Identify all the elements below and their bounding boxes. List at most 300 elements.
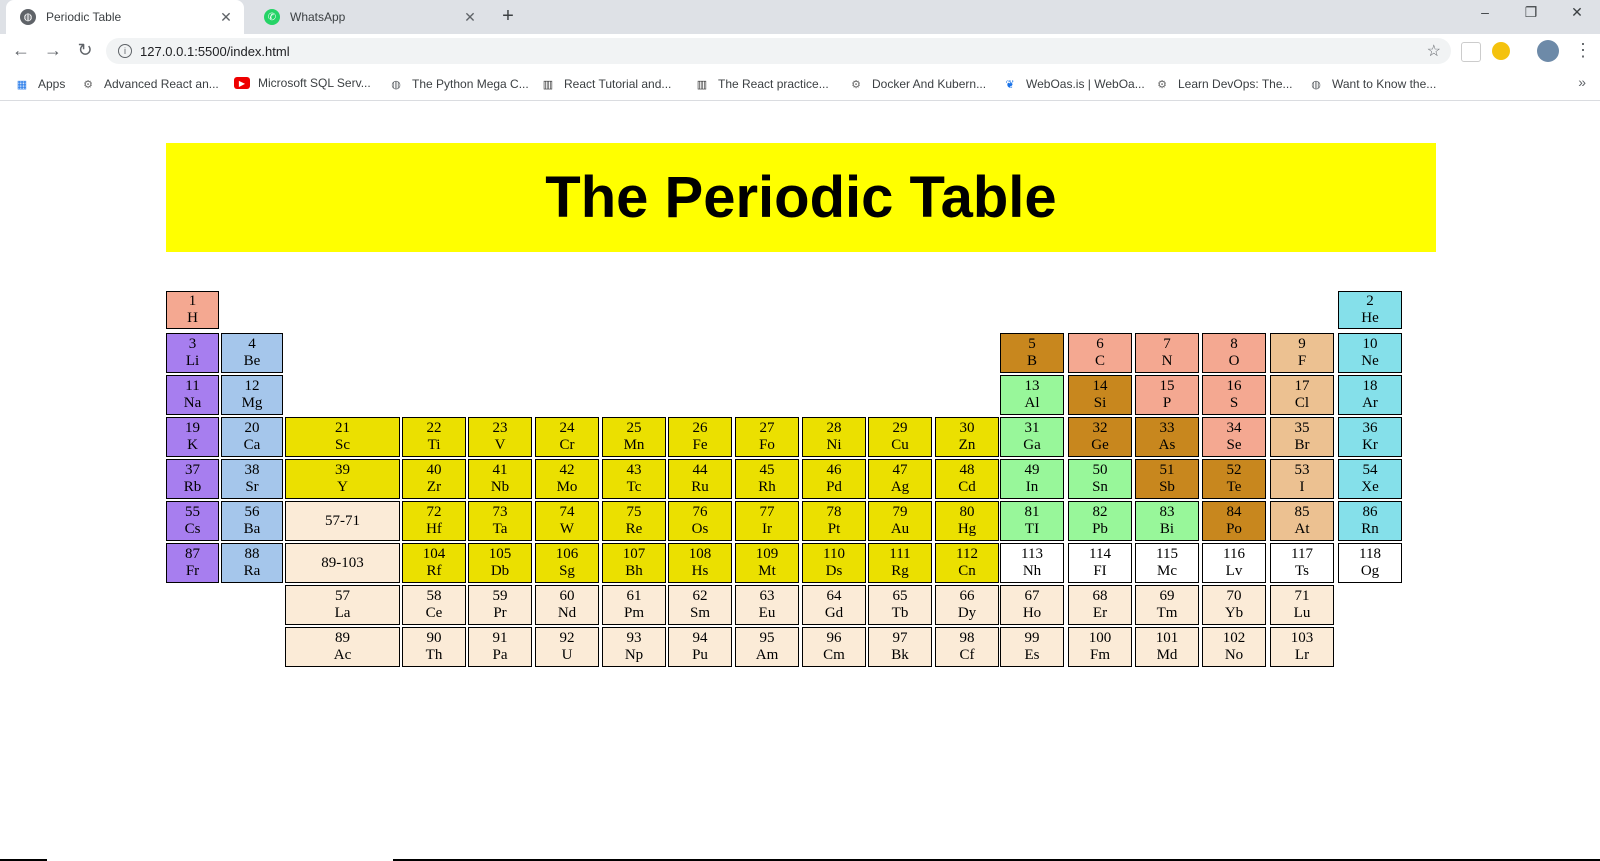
element-symbol: Pa	[492, 647, 508, 663]
atomic-number: 5	[1028, 336, 1036, 352]
element-cell-xe	[1338, 459, 1402, 499]
element-cell-cf	[935, 627, 999, 667]
close-tab-icon[interactable]: ✕	[220, 8, 232, 25]
element-cell-ti	[1000, 501, 1064, 541]
element-symbol: Pu	[692, 647, 708, 663]
element-symbol: Ds	[825, 563, 843, 579]
element-cell-rb	[166, 459, 219, 499]
element-symbol: V	[494, 437, 506, 453]
element-cell-sc	[285, 417, 400, 457]
element-cell-ru	[668, 459, 732, 499]
element-cell-nb	[468, 459, 532, 499]
reload-icon[interactable]: ↻	[77, 40, 93, 60]
element-cell-cm	[802, 627, 866, 667]
bookmark-item[interactable]	[694, 76, 829, 92]
element-cell-as	[1135, 417, 1199, 457]
element-symbol: Yb	[1224, 605, 1244, 621]
element-symbol: Sr	[245, 479, 259, 495]
atomic-number: 40	[426, 462, 442, 478]
atomic-number: 105	[488, 546, 512, 562]
minimize-button[interactable]: –	[1481, 4, 1489, 20]
element-symbol: At	[1294, 521, 1310, 537]
title-banner	[166, 143, 1436, 252]
element-cell-al	[1000, 375, 1064, 415]
element-cell-db	[468, 543, 532, 583]
element-cell-ca	[221, 417, 283, 457]
element-symbol: O	[1228, 353, 1240, 369]
tab-whatsapp[interactable]	[250, 0, 488, 34]
element-cell-mg	[221, 375, 283, 415]
atomic-number: 111	[889, 546, 911, 562]
atomic-number: 25	[626, 420, 642, 436]
element-cell-p	[1135, 375, 1199, 415]
element-symbol: Mc	[1157, 563, 1177, 579]
atomic-number: 103	[1290, 630, 1314, 646]
atomic-number: 4	[248, 336, 256, 352]
atomic-number: 8	[1230, 336, 1238, 352]
element-cell-pt	[802, 501, 866, 541]
atomic-number: 93	[626, 630, 642, 646]
element-symbol: Cu	[891, 437, 909, 453]
element-symbol: Sg	[559, 563, 575, 579]
bookmark-item[interactable]	[540, 76, 671, 92]
atomic-number: 34	[1226, 420, 1242, 436]
element-symbol: Db	[490, 563, 510, 579]
element-cell-be	[221, 333, 283, 373]
element-symbol: Ti	[427, 437, 441, 453]
element-symbol: Ce	[425, 605, 443, 621]
element-symbol: Rb	[183, 479, 202, 495]
element-symbol: F	[1297, 353, 1307, 369]
element-cell-sb	[1135, 459, 1199, 499]
element-symbol: Br	[1294, 437, 1310, 453]
element-cell-lr	[1270, 627, 1334, 667]
element-symbol: Ra	[243, 563, 261, 579]
element-cell-hf	[402, 501, 466, 541]
element-cell-cl	[1270, 375, 1334, 415]
forward-arrow-icon[interactable]: →	[44, 40, 62, 60]
element-symbol: As	[1158, 437, 1176, 453]
element-cell-na	[166, 375, 219, 415]
atomic-number: 13	[1024, 378, 1040, 394]
element-symbol: Ni	[826, 437, 842, 453]
element-cell-n	[1135, 333, 1199, 373]
element-cell-au	[868, 501, 932, 541]
element-cell-c	[1068, 333, 1132, 373]
atomic-number: 30	[959, 420, 975, 436]
extension-icon[interactable]	[1461, 42, 1481, 62]
element-symbol: Gd	[824, 605, 844, 621]
atomic-number: 118	[1359, 546, 1381, 562]
globe-icon: ◍	[391, 78, 401, 91]
element-symbol: Li	[185, 353, 200, 369]
element-symbol: Rn	[1361, 521, 1379, 537]
address-bar[interactable]	[106, 38, 1451, 64]
element-cell-ti	[402, 417, 466, 457]
close-tab-icon[interactable]: ✕	[464, 8, 476, 25]
element-cell-i	[1270, 459, 1334, 499]
element-symbol: Eu	[758, 605, 776, 621]
element-symbol: Cd	[958, 479, 976, 495]
atomic-number: 23	[492, 420, 508, 436]
element-cell-es	[1000, 627, 1064, 667]
element-symbol: Np	[624, 647, 644, 663]
element-cell-w	[535, 501, 599, 541]
bookmark-item[interactable]	[848, 76, 986, 92]
bookmark-item[interactable]	[234, 76, 371, 90]
element-symbol: Y	[337, 479, 348, 495]
element-symbol: Cr	[559, 437, 575, 453]
atomic-number: 7	[1163, 336, 1171, 352]
atomic-number: 100	[1088, 630, 1112, 646]
element-symbol: Ag	[890, 479, 910, 495]
atomic-number: 22	[426, 420, 442, 436]
element-symbol: Po	[1226, 521, 1242, 537]
element-cell-tc	[602, 459, 666, 499]
atomic-number: 56	[244, 504, 260, 520]
atomic-number: 92	[559, 630, 575, 646]
element-cell-np	[602, 627, 666, 667]
periodic-table	[166, 291, 1433, 681]
element-cell-pu	[668, 627, 732, 667]
element-symbol: TI	[1024, 521, 1040, 537]
udemy-icon: ⚙	[851, 78, 861, 91]
atomic-number: 36	[1362, 420, 1378, 436]
element-symbol: He	[1361, 310, 1379, 326]
menu-kebab-icon[interactable]: ⋮	[1574, 40, 1592, 60]
element-cell-la	[285, 585, 400, 625]
atomic-number: 47	[892, 462, 908, 478]
element-symbol: Ge	[1091, 437, 1109, 453]
element-symbol: Fr	[185, 563, 200, 579]
bookmarks-overflow-button[interactable]: »	[1578, 74, 1586, 90]
element-cell-hs	[668, 543, 732, 583]
element-cell-k	[166, 417, 219, 457]
element-symbol: Pb	[1092, 521, 1108, 537]
address-text: 127.0.0.1:5500/index.html	[140, 43, 290, 59]
atomic-number: 12	[244, 378, 260, 394]
atomic-number: 59	[492, 588, 508, 604]
atomic-number: 66	[959, 588, 975, 604]
atomic-number: 10	[1362, 336, 1378, 352]
element-cell-hg	[935, 501, 999, 541]
element-symbol: Ca	[243, 437, 261, 453]
atomic-number: 9	[1298, 336, 1306, 352]
bookmark-item[interactable]	[80, 76, 219, 92]
atomic-number: 75	[626, 504, 642, 520]
element-cell-at	[1270, 501, 1334, 541]
element-cell-fr	[166, 543, 219, 583]
atomic-number: 50	[1092, 462, 1108, 478]
element-symbol: Cm	[823, 647, 845, 663]
tab-title: Periodic Table	[46, 10, 122, 24]
atomic-number: 57	[335, 588, 350, 604]
element-symbol: Ho	[1022, 605, 1042, 621]
atomic-number: 84	[1226, 504, 1242, 520]
element-symbol: P	[1162, 395, 1172, 411]
bookmarks-bar	[0, 68, 1600, 101]
bookmark-item[interactable]	[1154, 76, 1293, 92]
atomic-number: 2	[1366, 293, 1374, 309]
restore-button[interactable]: ❐	[1524, 4, 1538, 20]
element-cell-bk	[868, 627, 932, 667]
element-cell-si	[1068, 375, 1132, 415]
element-symbol: Cn	[958, 563, 976, 579]
atomic-number: 14	[1092, 378, 1108, 394]
atomic-number: 69	[1159, 588, 1175, 604]
element-cell-yb	[1202, 585, 1266, 625]
element-range-cell	[285, 501, 400, 541]
atomic-number: 72	[426, 504, 442, 520]
element-cell-ag	[868, 459, 932, 499]
element-cell-eu	[735, 585, 799, 625]
element-cell-lv	[1202, 543, 1266, 583]
element-symbol: Ir	[762, 521, 772, 537]
profile-avatar-icon[interactable]	[1537, 40, 1559, 62]
atomic-number: 15	[1159, 378, 1175, 394]
element-cell-mc	[1135, 543, 1199, 583]
element-cell-pa	[468, 627, 532, 667]
element-cell-o	[1202, 333, 1266, 373]
element-symbol: Pt	[827, 521, 841, 537]
bookmark-label: Advanced React an...	[104, 77, 219, 91]
atomic-number: 44	[692, 462, 708, 478]
element-cell-tb	[868, 585, 932, 625]
element-symbol: Si	[1093, 395, 1107, 411]
element-cell-rf	[402, 543, 466, 583]
element-symbol: I	[1299, 479, 1305, 495]
atomic-number: 39	[335, 462, 350, 478]
element-cell-ta	[468, 501, 532, 541]
element-symbol: Sb	[1159, 479, 1175, 495]
bookmark-apps[interactable]	[14, 76, 65, 92]
element-cell-cn	[935, 543, 999, 583]
element-cell-fe	[668, 417, 732, 457]
element-symbol: Hg	[957, 521, 977, 537]
atomic-number: 108	[688, 546, 712, 562]
element-cell-fi	[1068, 543, 1132, 583]
element-cell-ni	[802, 417, 866, 457]
atomic-number: 55	[185, 504, 200, 520]
element-symbol: Tb	[891, 605, 909, 621]
element-symbol: Ru	[691, 479, 709, 495]
element-cell-he	[1338, 291, 1402, 329]
element-symbol: Lv	[1225, 563, 1243, 579]
atomic-number: 62	[692, 588, 708, 604]
element-symbol: No	[1224, 647, 1244, 663]
atomic-number: 37	[185, 462, 200, 478]
bookmark-label: WebOas.is | WebOa...	[1026, 77, 1145, 91]
weboasis-icon: ❦	[1005, 78, 1015, 91]
element-symbol: Ta	[492, 521, 508, 537]
atomic-number: 45	[759, 462, 775, 478]
atomic-number: 16	[1226, 378, 1242, 394]
atomic-number: 1	[188, 293, 197, 309]
atomic-number: 24	[559, 420, 575, 436]
atomic-number: 71	[1294, 588, 1310, 604]
element-cell-os	[668, 501, 732, 541]
element-symbol: Fe	[692, 437, 708, 453]
atomic-number: 98	[959, 630, 975, 646]
bookmark-item[interactable]	[1308, 76, 1436, 92]
atomic-number: 53	[1294, 462, 1310, 478]
element-symbol: Sn	[1092, 479, 1108, 495]
apps-grid-icon: ▦	[16, 78, 28, 91]
info-icon[interactable]: i	[118, 44, 132, 58]
atomic-number: 17	[1294, 378, 1310, 394]
element-cell-cu	[868, 417, 932, 457]
element-range-cell	[285, 543, 400, 583]
element-symbol: N	[1161, 353, 1173, 369]
element-symbol: Rh	[758, 479, 776, 495]
browser-toolbar	[0, 34, 1600, 68]
atomic-number: 64	[826, 588, 842, 604]
atomic-number: 86	[1362, 504, 1378, 520]
atomic-number: 6	[1096, 336, 1104, 352]
element-symbol: Rg	[891, 563, 909, 579]
atomic-number: 114	[1089, 546, 1111, 562]
element-symbol: Ne	[1361, 353, 1379, 369]
bookmark-label: Want to Know the...	[1332, 77, 1437, 91]
element-cell-th	[402, 627, 466, 667]
element-cell-ac	[285, 627, 400, 667]
element-cell-og	[1338, 543, 1402, 583]
bookmark-label: Docker And Kubern...	[872, 77, 987, 91]
atomic-number: 54	[1362, 462, 1378, 478]
atomic-number: 26	[692, 420, 708, 436]
element-cell-nh	[1000, 543, 1064, 583]
tab-periodic-table[interactable]	[6, 0, 244, 34]
element-symbol: H	[187, 310, 198, 326]
element-cell-cs	[166, 501, 219, 541]
element-cell-ra	[221, 543, 283, 583]
element-cell-cr	[535, 417, 599, 457]
bookmark-label: Microsoft SQL Serv...	[258, 76, 371, 90]
element-symbol: Hs	[691, 563, 709, 579]
bookmark-item[interactable]	[1002, 76, 1145, 92]
element-symbol: Hf	[426, 521, 442, 537]
element-symbol: Es	[1024, 647, 1040, 663]
atomic-number: 68	[1092, 588, 1108, 604]
element-symbol: Au	[890, 521, 910, 537]
back-arrow-icon[interactable]: ←	[12, 40, 30, 60]
element-symbol: Bk	[891, 647, 909, 663]
atomic-number: 90	[426, 630, 442, 646]
new-tab-button[interactable]: +	[502, 5, 514, 27]
atomic-number: 41	[492, 462, 508, 478]
element-symbol: Xe	[1361, 479, 1379, 495]
element-cell-mo	[535, 459, 599, 499]
element-symbol: S	[1229, 395, 1239, 411]
element-cell-te	[1202, 459, 1266, 499]
atomic-number: 38	[244, 462, 260, 478]
element-cell-fm	[1068, 627, 1132, 667]
book-icon: ▥	[696, 78, 708, 91]
page-title: The Periodic Table	[545, 165, 1057, 230]
element-symbol: Nh	[1022, 563, 1042, 579]
atomic-number: 101	[1155, 630, 1179, 646]
atomic-number: 46	[826, 462, 842, 478]
close-window-button[interactable]: ✕	[1571, 4, 1583, 20]
element-symbol: Ac	[333, 647, 352, 663]
element-symbol: Kr	[1362, 437, 1378, 453]
atomic-number: 3	[188, 336, 197, 352]
element-cell-ge	[1068, 417, 1132, 457]
element-cell-ho	[1000, 585, 1064, 625]
atomic-number: 97	[892, 630, 908, 646]
bookmark-label: Learn DevOps: The...	[1178, 77, 1293, 91]
udemy-icon: ⚙	[1157, 78, 1167, 91]
element-symbol: Er	[1092, 605, 1108, 621]
element-cell-mt	[735, 543, 799, 583]
atomic-number: 107	[622, 546, 646, 562]
element-cell-zn	[935, 417, 999, 457]
element-symbol: Lr	[1294, 647, 1310, 663]
element-cell-ir	[735, 501, 799, 541]
element-symbol: Lu	[1293, 605, 1311, 621]
element-cell-bh	[602, 543, 666, 583]
element-cell-sn	[1068, 459, 1132, 499]
element-cell-pb	[1068, 501, 1132, 541]
element-cell-bi	[1135, 501, 1199, 541]
tab-strip	[0, 0, 1600, 34]
element-symbol: Zr	[426, 479, 442, 495]
element-cell-ga	[1000, 417, 1064, 457]
element-cell-gd	[802, 585, 866, 625]
element-cell-ds	[802, 543, 866, 583]
atomic-number: 116	[1223, 546, 1245, 562]
atomic-number: 51	[1159, 462, 1175, 478]
atomic-number: 42	[559, 462, 575, 478]
element-symbol: C	[1094, 353, 1105, 369]
atomic-number: 109	[755, 546, 779, 562]
atomic-number: 31	[1024, 420, 1040, 436]
whatsapp-icon: ✆	[264, 9, 280, 25]
element-symbol: Cf	[959, 647, 975, 663]
element-symbol: Se	[1226, 437, 1242, 453]
atomic-number: 32	[1092, 420, 1108, 436]
atomic-number: 70	[1226, 588, 1242, 604]
atomic-number: 115	[1156, 546, 1178, 562]
atomic-number: 28	[826, 420, 842, 436]
atomic-number: 65	[892, 588, 908, 604]
element-symbol: Mt	[758, 563, 776, 579]
extension-icon[interactable]	[1492, 42, 1510, 60]
atomic-number: 76	[692, 504, 708, 520]
element-cell-dy	[935, 585, 999, 625]
element-symbol: FI	[1093, 563, 1107, 579]
element-symbol: Be	[243, 353, 261, 369]
bookmark-item[interactable]	[388, 76, 529, 92]
element-symbol: Te	[1226, 479, 1242, 495]
element-symbol: Pr	[493, 605, 507, 621]
udemy-icon: ⚙	[83, 78, 93, 91]
element-symbol: Os	[691, 521, 709, 537]
element-symbol: B	[1026, 353, 1037, 369]
atomic-number: 91	[492, 630, 508, 646]
element-symbol: K	[187, 437, 198, 453]
atomic-number: 112	[956, 546, 978, 562]
element-symbol: Dy	[957, 605, 977, 621]
atomic-number: 11	[185, 378, 200, 394]
atomic-number: 106	[555, 546, 579, 562]
book-icon: ▥	[542, 78, 554, 91]
element-symbol: Pm	[623, 605, 644, 621]
element-cell-sr	[221, 459, 283, 499]
star-icon[interactable]: ☆	[1426, 43, 1441, 60]
atomic-number: 21	[335, 420, 350, 436]
element-cell-rh	[735, 459, 799, 499]
